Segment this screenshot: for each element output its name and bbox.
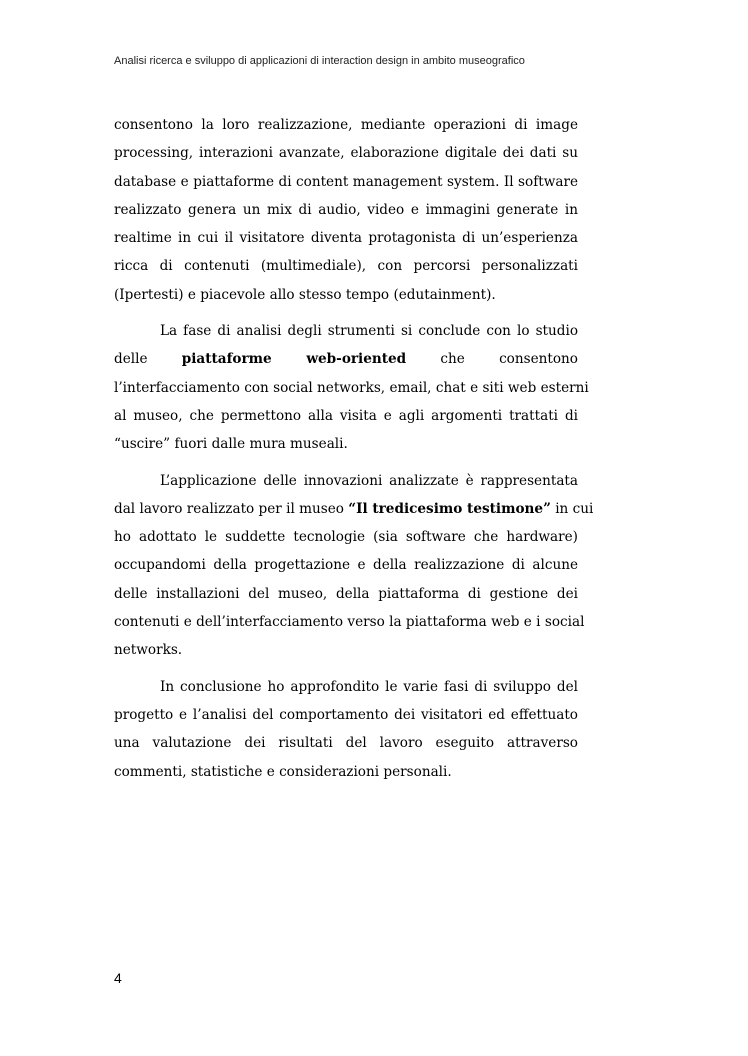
text-line: networks. <box>114 642 183 659</box>
running-header: Analisi ricerca e sviluppo di applicazioni di interaction design in ambito museografico <box>114 55 525 67</box>
museum-name: “Il tredicesimo testimone” <box>348 500 551 517</box>
text-line: contenuti e dell’interfacciamento verso la piattaforma web e i social <box>114 614 585 631</box>
text-line <box>114 345 578 373</box>
text-line: occupandomi della progettazione e della realizzazione di alcune <box>114 557 578 574</box>
text-line: processing, interazioni avanzate, elaborazione digitale dei dati su <box>114 145 578 162</box>
page-number: 4 <box>114 970 122 986</box>
text-line: al museo, che permettono alla visita e agli argomenti trattati di <box>114 407 578 424</box>
bold-term: piattaforme web-oriented <box>181 351 407 368</box>
text-run: che consentono <box>440 351 578 368</box>
paragraph-2 <box>114 317 589 458</box>
paragraph-4 <box>114 673 578 786</box>
text-line: consentono la loro realizzazione, mediante operazioni di image <box>114 117 578 133</box>
text-line: ricca di contenuti (multimediale), con percorsi personalizzati <box>114 258 578 275</box>
paragraph-3 <box>114 467 594 665</box>
text-line: l’interfacciamento con social networks, email, chat e siti web esterni <box>114 379 589 396</box>
text-line: delle installazioni del museo, della piattaforma di gestione dei <box>114 585 578 602</box>
text-line: (Ipertesti) e piacevole allo stesso tempo (edutainment). <box>114 286 496 303</box>
text-line: La fase di analisi degli strumenti si conclude con lo studio <box>160 323 578 340</box>
text-line: database e piattaforme di content management system. Il software <box>114 173 578 190</box>
text-line: “uscire” fuori dalle mura museali. <box>114 436 348 453</box>
text-line: commenti, statistiche e considerazioni personali. <box>114 763 452 780</box>
paragraph-1 <box>114 111 578 309</box>
text-line: progetto e l’analisi del comportamento dei visitatori ed effettuato <box>114 706 578 723</box>
text-line: In conclusione ho approfondito le varie fasi di sviluppo del <box>160 678 578 695</box>
text-line: L’applicazione delle innovazioni analizzate è rappresentata <box>160 472 578 489</box>
text-line: una valutazione dei risultati del lavoro eseguito attraverso <box>114 735 578 752</box>
text-line: ho adottato le suddette tecnologie (sia software che hardware) <box>114 529 578 546</box>
body-text <box>114 111 594 794</box>
text-run: in cui <box>550 500 594 517</box>
text-run: dal lavoro realizzato per il museo <box>114 500 349 517</box>
text-line: realizzato genera un mix di audio, video e immagini generate in <box>114 201 578 218</box>
text-line: realtime in cui il visitatore diventa protagonista di un’esperienza <box>114 230 578 247</box>
text-run: delle <box>114 351 148 368</box>
text-line <box>114 495 594 523</box>
